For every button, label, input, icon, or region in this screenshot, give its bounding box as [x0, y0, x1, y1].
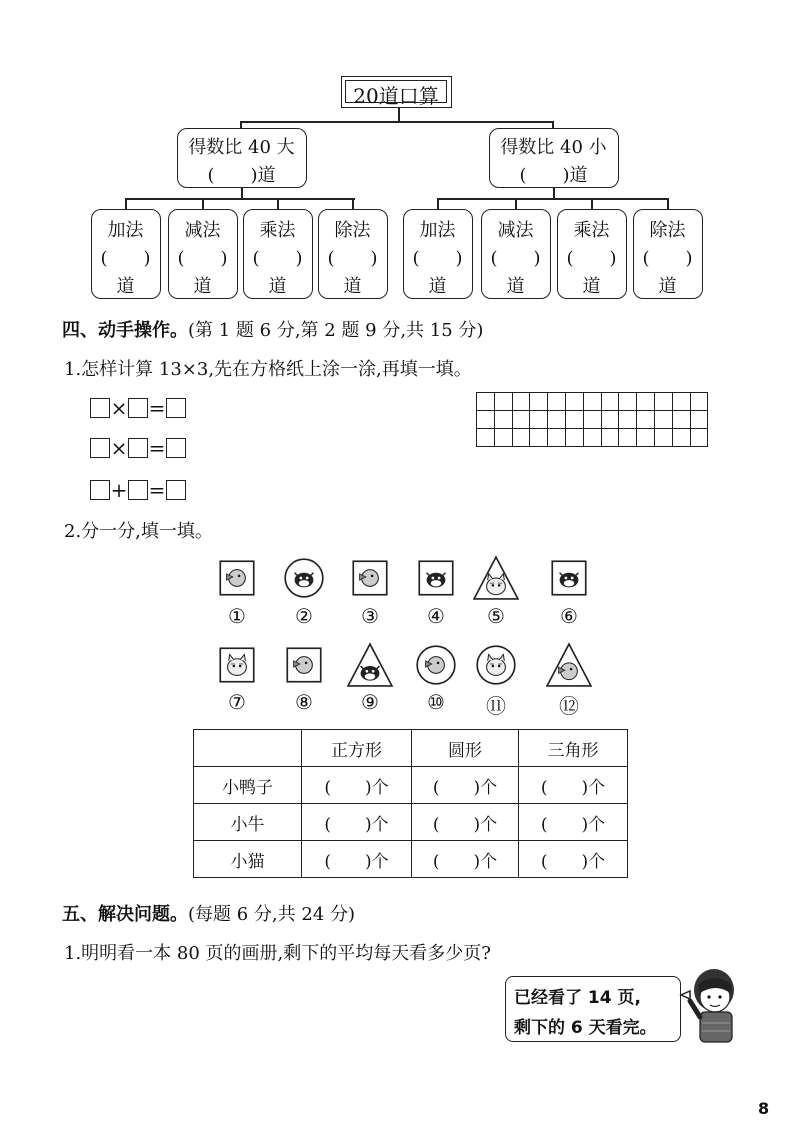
tree-connector: [240, 121, 553, 123]
grid-cell[interactable]: [494, 429, 512, 447]
op-unit: 道: [268, 276, 287, 297]
equation-row-3: + =: [90, 479, 186, 500]
grid-cell[interactable]: [477, 411, 495, 429]
op-blank[interactable]: ( ): [490, 248, 541, 269]
grid-cell[interactable]: [565, 411, 583, 429]
grid-cell[interactable]: [672, 411, 690, 429]
grid-cell[interactable]: [583, 429, 601, 447]
speech-line-2: 剩下的 6 天看完。: [514, 1018, 657, 1038]
figure-number: ⑦: [228, 690, 246, 714]
shape-figure-11: [473, 642, 519, 688]
tree-right-box: [489, 128, 619, 188]
tree-op-box: [168, 209, 238, 299]
shape-figure-2: [281, 555, 327, 601]
grid-cell[interactable]: [565, 393, 583, 411]
row-label: 小鸭子: [194, 767, 302, 804]
op-unit: 道: [343, 276, 362, 297]
row-label: 小猫: [194, 841, 302, 878]
op-blank[interactable]: ( ): [566, 248, 617, 269]
answer-box[interactable]: [90, 480, 110, 500]
section4-heading: 四、动手操作。: [62, 320, 188, 341]
grid-cell[interactable]: [654, 393, 672, 411]
tree-right-label: 得数比 40 小: [500, 137, 607, 158]
tree-root-box: [341, 76, 452, 108]
op-unit: 道: [506, 276, 525, 297]
tree-root-label: 20道口算: [353, 84, 439, 108]
tree-op-box: [403, 209, 473, 299]
op-label: 加法: [419, 220, 456, 241]
answer-cell[interactable]: ( )个: [519, 841, 628, 878]
tree-left-blank: ( )道: [207, 165, 276, 186]
op-unit: 道: [582, 276, 601, 297]
grid-cell[interactable]: [690, 429, 708, 447]
equation-row-2: × =: [90, 437, 186, 458]
figure-number: ①: [228, 604, 246, 628]
grid-cell[interactable]: [530, 393, 548, 411]
grid-cell[interactable]: [619, 411, 637, 429]
op-unit: 道: [428, 276, 447, 297]
figure-number: ⑫: [559, 694, 579, 718]
grid-cell[interactable]: [601, 429, 619, 447]
boy-illustration: [672, 965, 742, 1045]
op-label: 除法: [649, 220, 686, 241]
classification-table: [193, 729, 628, 878]
section4-q2: 2.分一分,填一填。: [64, 521, 213, 542]
grid-cell[interactable]: [690, 393, 708, 411]
grid-cell[interactable]: [601, 393, 619, 411]
page-number: 8: [758, 1099, 770, 1118]
shape-figure-7: [214, 642, 260, 688]
grid-cell[interactable]: [494, 393, 512, 411]
equation-row-1: × =: [90, 397, 186, 418]
op-label: 乘法: [259, 220, 296, 241]
grid-cell[interactable]: [548, 429, 566, 447]
grid-cell[interactable]: [548, 411, 566, 429]
figure-number: ⑥: [560, 604, 578, 628]
tree-right-blank: ( )道: [519, 165, 588, 186]
figure-number: ⑤: [487, 604, 505, 628]
section4-q1: 1.怎样计算 13×3,先在方格纸上涂一涂,再填一填。: [64, 359, 472, 380]
section4-points: (第 1 题 6 分,第 2 题 9 分,共 15 分): [188, 320, 484, 341]
answer-cell[interactable]: ( )个: [302, 767, 412, 804]
tree-left-box: [177, 128, 307, 188]
answer-cell[interactable]: ( )个: [302, 841, 412, 878]
grid-cell[interactable]: [583, 393, 601, 411]
figure-number: ④: [427, 604, 445, 628]
row-label: 小牛: [194, 804, 302, 841]
grid-cell[interactable]: [477, 429, 495, 447]
grid-cell[interactable]: [672, 393, 690, 411]
op-label: 乘法: [573, 220, 610, 241]
figure-number: ⑨: [361, 690, 379, 714]
tree-op-box: [557, 209, 627, 299]
grid-cell[interactable]: [494, 411, 512, 429]
grid-cell[interactable]: [512, 411, 530, 429]
grid-cell[interactable]: [654, 429, 672, 447]
table-header: 圆形: [412, 730, 519, 767]
op-unit: 道: [116, 276, 135, 297]
op-blank[interactable]: ( ): [100, 248, 151, 269]
answer-cell[interactable]: ( )个: [412, 841, 519, 878]
shape-figure-3: [347, 555, 393, 601]
grid-cell[interactable]: [619, 429, 637, 447]
answer-box[interactable]: [90, 398, 110, 418]
section5-points: (每题 6 分,共 24 分): [188, 904, 356, 925]
answer-cell[interactable]: ( )个: [412, 767, 519, 804]
speech-bubble: [505, 976, 681, 1042]
op-label: 减法: [497, 220, 534, 241]
grid-paper[interactable]: [476, 392, 708, 447]
grid-cell[interactable]: [637, 393, 655, 411]
shape-figure-10: [413, 642, 459, 688]
tree-left-label: 得数比 40 大: [188, 137, 295, 158]
figure-number: ⑪: [486, 694, 506, 718]
op-label: 减法: [184, 220, 221, 241]
grid-cell[interactable]: [637, 411, 655, 429]
grid-cell[interactable]: [512, 429, 530, 447]
shape-figure-1: [214, 555, 260, 601]
shape-figure-4: [413, 555, 459, 601]
answer-box[interactable]: [166, 438, 186, 458]
answer-cell[interactable]: ( )个: [412, 804, 519, 841]
grid-cell[interactable]: [530, 429, 548, 447]
shape-figure-8: [281, 642, 327, 688]
tree-op-box: [91, 209, 161, 299]
figure-number: ②: [295, 604, 313, 628]
op-label: 除法: [334, 220, 371, 241]
answer-cell[interactable]: ( )个: [519, 767, 628, 804]
op-blank[interactable]: ( ): [177, 248, 228, 269]
grid-cell[interactable]: [601, 411, 619, 429]
answer-cell[interactable]: ( )个: [302, 804, 412, 841]
grid-cell[interactable]: [565, 429, 583, 447]
tree-op-box: [318, 209, 388, 299]
tree-op-box: [243, 209, 313, 299]
answer-box[interactable]: [166, 398, 186, 418]
op-label: 加法: [107, 220, 144, 241]
figure-number: ⑩: [427, 690, 445, 714]
shape-figure-5: [473, 555, 519, 601]
op-unit: 道: [658, 276, 677, 297]
figure-number: ⑧: [295, 690, 313, 714]
answer-box[interactable]: [166, 480, 186, 500]
grid-cell[interactable]: [512, 393, 530, 411]
table-header: 正方形: [302, 730, 412, 767]
grid-cell[interactable]: [690, 411, 708, 429]
grid-cell[interactable]: [654, 411, 672, 429]
shape-figure-12: [546, 642, 592, 688]
tree-op-box: [481, 209, 551, 299]
answer-box[interactable]: [128, 398, 148, 418]
tree-connector: [398, 108, 400, 122]
speech-line-1: 已经看了 14 页,: [514, 988, 641, 1008]
op-blank[interactable]: ( ): [252, 248, 303, 269]
answer-cell[interactable]: ( )个: [519, 804, 628, 841]
tree-op-box: [633, 209, 703, 299]
op-blank[interactable]: ( ): [642, 248, 693, 269]
section5-q1: 1.明明看一本 80 页的画册,剩下的平均每天看多少页?: [64, 943, 491, 964]
table-header: 三角形: [519, 730, 628, 767]
grid-cell[interactable]: [583, 411, 601, 429]
op-blank[interactable]: ( ): [412, 248, 463, 269]
grid-cell[interactable]: [619, 393, 637, 411]
grid-cell[interactable]: [637, 429, 655, 447]
grid-cell[interactable]: [672, 429, 690, 447]
answer-box[interactable]: [90, 438, 110, 458]
section5-heading: 五、解决问题。: [62, 904, 188, 925]
answer-box[interactable]: [128, 480, 148, 500]
grid-cell[interactable]: [477, 393, 495, 411]
shape-figure-6: [546, 555, 592, 601]
grid-cell[interactable]: [530, 411, 548, 429]
table-corner: [194, 730, 302, 767]
op-blank[interactable]: ( ): [327, 248, 378, 269]
shape-figure-9: [347, 642, 393, 688]
figure-number: ③: [361, 604, 379, 628]
answer-box[interactable]: [128, 438, 148, 458]
op-unit: 道: [193, 276, 212, 297]
grid-cell[interactable]: [548, 393, 566, 411]
